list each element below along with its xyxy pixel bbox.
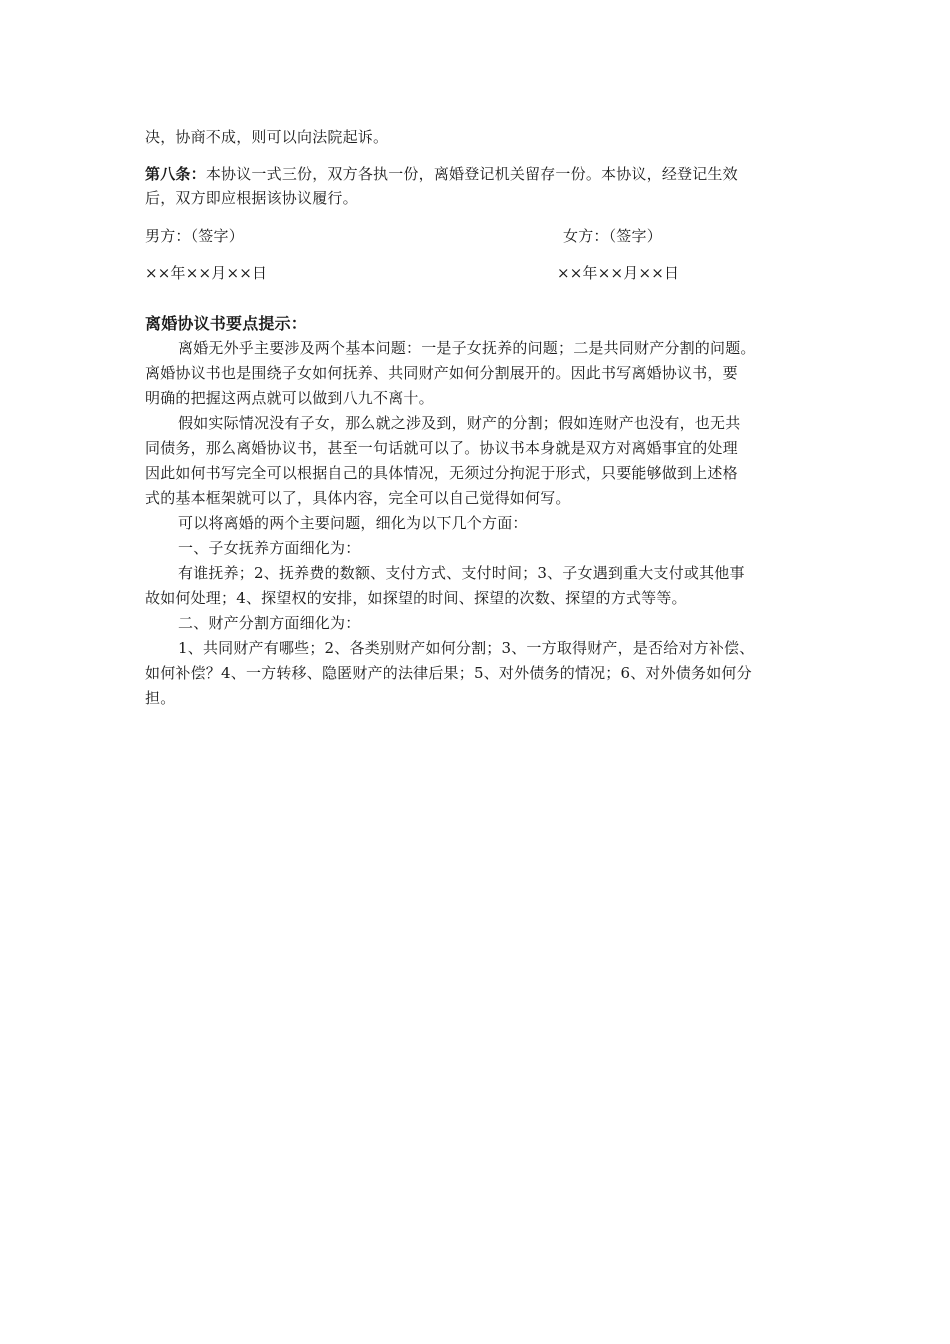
female-signature: 女方：（签字） [563, 227, 662, 245]
male-signature: 男方：（签字） [145, 227, 244, 245]
tips-p5-line-2: 故如何处理；4、探望权的安排，如探望的时间、探望的次数、探望的方式等等。 [145, 589, 687, 607]
tips-p7-line-1: 1、共同财产有哪些；2、各类别财产如何分割；3、一方取得财产，是否给对方补偿、 [178, 639, 755, 657]
tips-p1-line-3: 明确的把握这两点就可以做到八九不离十。 [145, 389, 434, 407]
tips-p2-line-2: 同债务，那么离婚协议书，甚至一句话就可以了。协议书本身就是双方对离婚事宜的处理 [145, 439, 738, 457]
tips-p7-line-2: 如何补偿？4、一方转移、隐匿财产的法律后果；5、对外债务的情况；6、对外债务如何分 [145, 664, 752, 682]
article-7-end: 决，协商不成，则可以向法院起诉。 [145, 128, 389, 146]
female-date: ××年××月××日 [557, 264, 680, 282]
tips-p1-line-2: 离婚协议书也是围绕子女如何抚养、共同财产如何分割展开的。因此书写离婚协议书，要 [145, 364, 738, 382]
tips-p2-line-4: 式的基本框架就可以了，具体内容，完全可以自己觉得如何写。 [145, 489, 571, 507]
article-8-label: 第八条： [145, 165, 206, 183]
tips-p6: 二、财产分割方面细化为： [178, 614, 361, 632]
article-8-line-1 [145, 161, 738, 187]
tips-p1-line-1: 离婚无外乎主要涉及两个基本问题：一是子女抚养的问题；二是共同财产分割的问题。 [178, 339, 756, 357]
tips-p4: 一、子女抚养方面细化为： [178, 539, 361, 557]
tips-heading: 离婚协议书要点提示： [145, 314, 308, 333]
article-8-line-2: 后，双方即应根据该协议履行。 [145, 189, 358, 207]
tips-p3: 可以将离婚的两个主要问题，细化为以下几个方面： [178, 514, 528, 532]
tips-p2-line-3: 因此如何书写完全可以根据自己的具体情况，无须过分拘泥于形式，只要能够做到上述格 [145, 464, 738, 482]
tips-p5-line-1: 有谁抚养；2、抚养费的数额、支付方式、支付时间；3、子女遇到重大支付或其他事 [178, 564, 745, 582]
tips-p7-line-3: 担。 [145, 689, 176, 707]
male-date: ××年××月××日 [145, 264, 268, 282]
tips-p2-line-1: 假如实际情况没有子女，那么就之涉及到，财产的分割；假如连财产也没有，也无共 [178, 414, 741, 432]
article-8-text: 本协议一式三份，双方各执一份，离婚登记机关留存一份。本协议，经登记生效 [205, 165, 738, 183]
